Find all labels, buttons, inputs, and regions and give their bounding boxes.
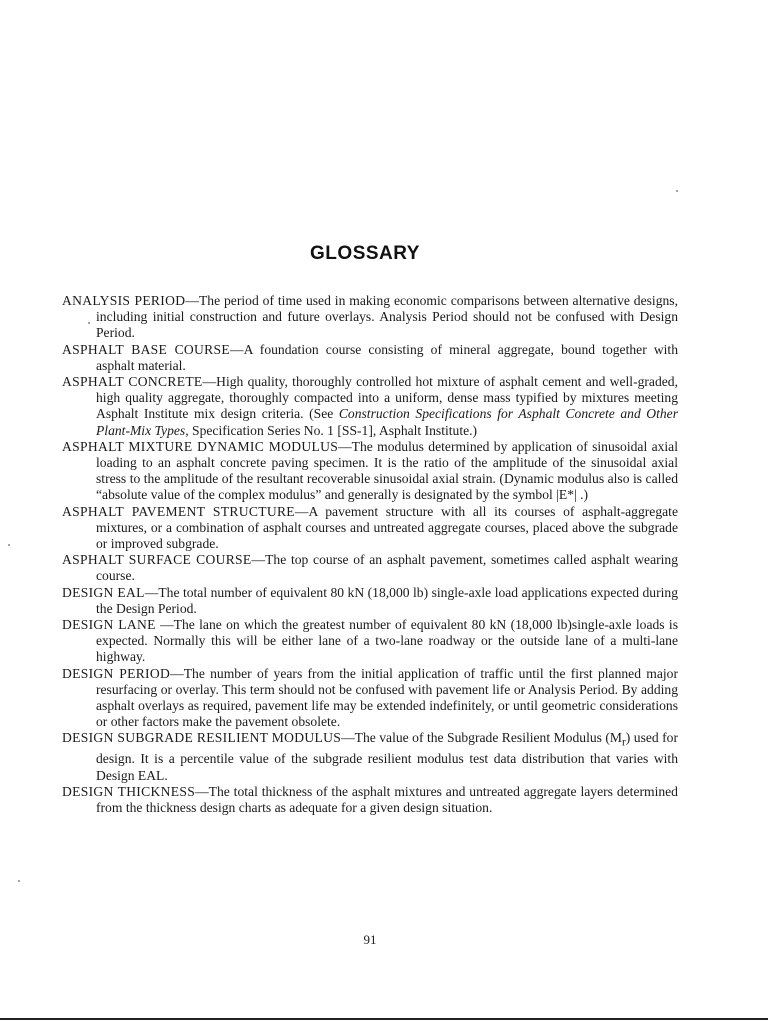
glossary-citation-title: Construction Specifications for Asphalt Concrete and Other Plant-Mix Types,	[96, 406, 679, 438]
glossary-term: ASPHALT SURFACE COURSE	[62, 552, 252, 568]
scan-speck	[8, 544, 10, 546]
glossary-list	[62, 293, 678, 816]
glossary-term: DESIGN SUBGRADE RESILIENT MODULUS	[62, 730, 342, 746]
glossary-definition-continued: ) used for design. It is a percentile value of the subgrade resilient modulus test data distribution that varies with Design EAL.	[96, 730, 679, 783]
glossary-definition: —The number of years from the initial application of traffic until the first planned major resurfacing or overlay. This term should not be confused with pavement life or Analysis Period. By adding asphalt overlays as required, pavement life may be extended indefinitely, or until geometric considerations or other factors make the pavement obsolete.	[96, 665, 678, 730]
glossary-entry-asphalt-concrete	[62, 374, 678, 439]
glossary-term: DESIGN THICKNESS	[62, 783, 196, 799]
glossary-definition-continued: Specification Series No. 1 [SS-1], Asphalt Institute.)	[188, 422, 478, 438]
glossary-entry-design-eal	[62, 585, 678, 617]
glossary-subscript: r	[622, 737, 626, 750]
scan-speck	[676, 190, 678, 192]
glossary-definition: —A foundation course consisting of mineral aggregate, bound together with asphalt material.	[96, 341, 679, 373]
glossary-definition: —The period of time used in making economic comparisons between alternative designs, including initial construction and future overlays. Analysis Period should not be confused with Design Period.	[96, 293, 678, 341]
glossary-term: ASPHALT BASE COURSE	[62, 341, 231, 357]
glossary-entry-asphalt-mixture-dynamic-modulus	[62, 439, 678, 504]
page-title: GLOSSARY	[310, 243, 420, 264]
glossary-entry-asphalt-surface-course	[62, 552, 678, 584]
glossary-term: ASPHALT PAVEMENT STRUCTURE	[62, 503, 295, 519]
glossary-term: ANALYSIS PERIOD	[62, 293, 186, 308]
glossary-definition: —High quality, thoroughly controlled hot mixture of asphalt cement and well-graded, high quality aggregate, thoroughly compacted into a uniform, dense mass typified by mixtures meeting Asphalt Institute mix design criteria. (See	[96, 374, 678, 422]
glossary-definition: —The modulus determined by application of sinusoidal axial loading to an asphalt concrete paving specimen. It is the ratio of the amplitude of the sinusoidal axial stress to the amplitude of the resultant recoverable sinusoidal axial strain. (Dynamic modulus also is called “absolute value of the complex modulus” and generally is designated by the symbol |E*| .)	[96, 438, 678, 503]
glossary-term: DESIGN LANE	[62, 617, 156, 633]
glossary-term: ASPHALT MIXTURE DYNAMIC MODULUS	[62, 438, 339, 454]
glossary-entry-design-thickness	[62, 784, 678, 816]
page-number: 91	[363, 932, 377, 947]
glossary-definition: —The lane on which the greatest number of equivalent 80 kN (18,000 lb)single-axle loads is expected. Normally this will be either lane of a two-lane roadway or the outside lane of a multi-lane highway.	[96, 617, 679, 665]
glossary-entry-asphalt-pavement-structure	[62, 504, 678, 553]
glossary-definition: —The total number of equivalent 80 kN (18,000 lb) single-axle load applications expected during the Design Period.	[96, 584, 678, 616]
glossary-entry-design-subgrade-resilient-modulus	[62, 730, 678, 783]
glossary-definition: —The top course of an asphalt pavement, sometimes called asphalt wearing course.	[96, 552, 678, 584]
page-bottom-edge	[0, 1018, 768, 1020]
scan-speck	[88, 322, 90, 324]
glossary-entry-analysis-period	[62, 293, 678, 342]
glossary-term: DESIGN PERIOD	[62, 665, 171, 681]
glossary-definition: —The value of the Subgrade Resilient Modulus (M	[341, 730, 623, 746]
scan-speck	[18, 880, 20, 882]
glossary-entry-asphalt-base-course	[62, 342, 678, 374]
glossary-definition: —A pavement structure with all its courses of asphalt-aggregate mixtures, or a combination of asphalt courses and untreated aggregate courses, placed above the subgrade or improved subgrade.	[96, 503, 678, 552]
glossary-entry-design-period	[62, 666, 678, 731]
glossary-definition: —The total thickness of the asphalt mixtures and untreated aggregate layers determined from the thickness design charts as adequate for a given design situation.	[96, 783, 678, 816]
glossary-term: ASPHALT CONCRETE	[62, 374, 203, 390]
glossary-term: DESIGN EAL	[62, 584, 145, 600]
glossary-entry-design-lane	[62, 617, 678, 666]
